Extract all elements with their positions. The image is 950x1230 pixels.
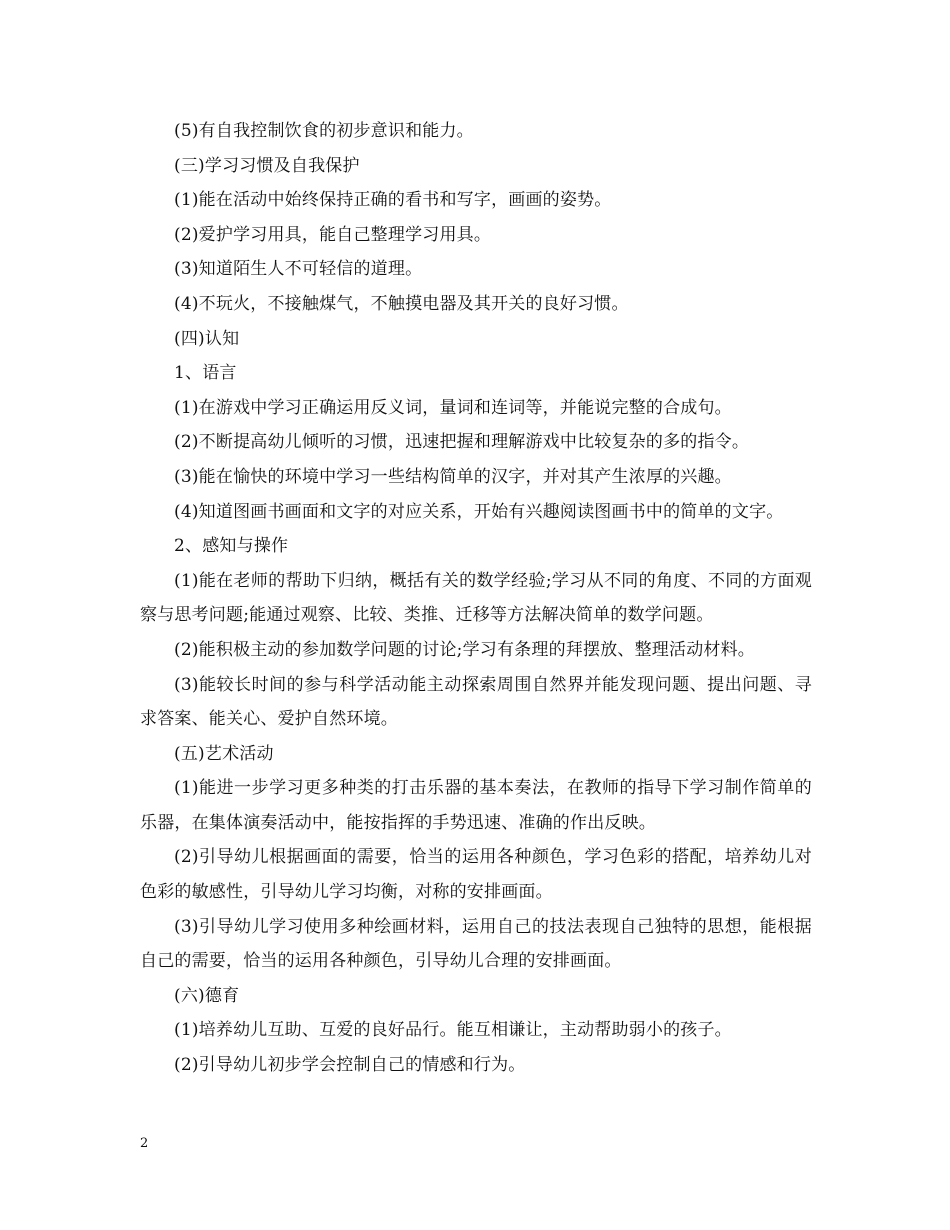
paragraph: (2)引导幼儿根据画面的需要，恰当的运用各种颜色，学习色彩的搭配，培养幼儿对色彩的敏感性，引导幼儿学习均衡，对称的安排画面。 [140,847,812,903]
page-number: 2 [140,1136,149,1151]
paragraph: (1)在游戏中学习正确运用反义词，量词和连词等，并能说完整的合成句。 [174,397,732,418]
paragraph: (3)引导幼儿学习使用多种绘画材料，运用自己的技法表现自己独特的思想，能根据自己的需要，恰当的运用各种颜色，引导幼儿合理的安排画面。 [140,916,812,972]
section-heading: (六)德育 [174,985,240,1006]
paragraph: (1)能进一步学习更多种类的打击乐器的基本奏法，在教师的指导下学习制作简单的乐器，在集体演奏活动中，能按指挥的手势迅速、准确的作出反映。 [140,778,812,833]
paragraph: (2)不断提高幼儿倾听的习惯，迅速把握和理解游戏中比较复杂的多的指令。 [174,432,750,453]
paragraph: (3)能较长时间的参与科学活动能主动探索周围自然界并能发现问题、提出问题、寻求答案、能关心、爱护自然环境。 [140,674,812,730]
paragraph: (2)爱护学习用具，能自己整理学习用具。 [174,224,492,245]
section-heading: (五)艺术活动 [174,743,274,764]
paragraph: (3)能在愉快的环境中学习一些结构简单的汉字，并对其产生浓厚的兴趣。 [174,466,732,487]
paragraph: (4)知道图画书画面和文字的对应关系，开始有兴趣阅读图画书中的简单的文字。 [174,501,784,522]
subsection-heading: 2、感知与操作 [174,536,289,557]
section-heading: (四)认知 [174,328,240,349]
paragraph: (4)不玩火，不接触煤气，不触摸电器及其开关的良好习惯。 [174,293,629,314]
paragraph: (1)培养幼儿互助、互爱的良好品行。能互相谦让，主动帮助弱小的孩子。 [174,1020,732,1041]
subsection-heading: 1、语言 [174,363,237,384]
document-body [140,114,812,1083]
paragraph: (2)能积极主动的参加数学问题的讨论;学习有条理的拜摆放、整理活动材料。 [174,639,756,660]
paragraph: (5)有自我控制饮食的初步意识和能力。 [174,121,474,141]
paragraph: (2)引导幼儿初步学会控制自己的情感和行为。 [174,1055,526,1076]
paragraph: (1)能在活动中始终保持正确的看书和写字，画画的姿势。 [174,190,612,211]
paragraph: (3)知道陌生人不可轻信的道理。 [174,259,423,280]
paragraph: (1)能在老师的帮助下归纳，概括有关的数学经验;学习从不同的角度、不同的方面观察与思考问题;能通过观察、比较、类推、迁移等方法解决简单的数学问题。 [140,570,812,626]
section-heading: (三)学习习惯及自我保护 [174,155,360,176]
